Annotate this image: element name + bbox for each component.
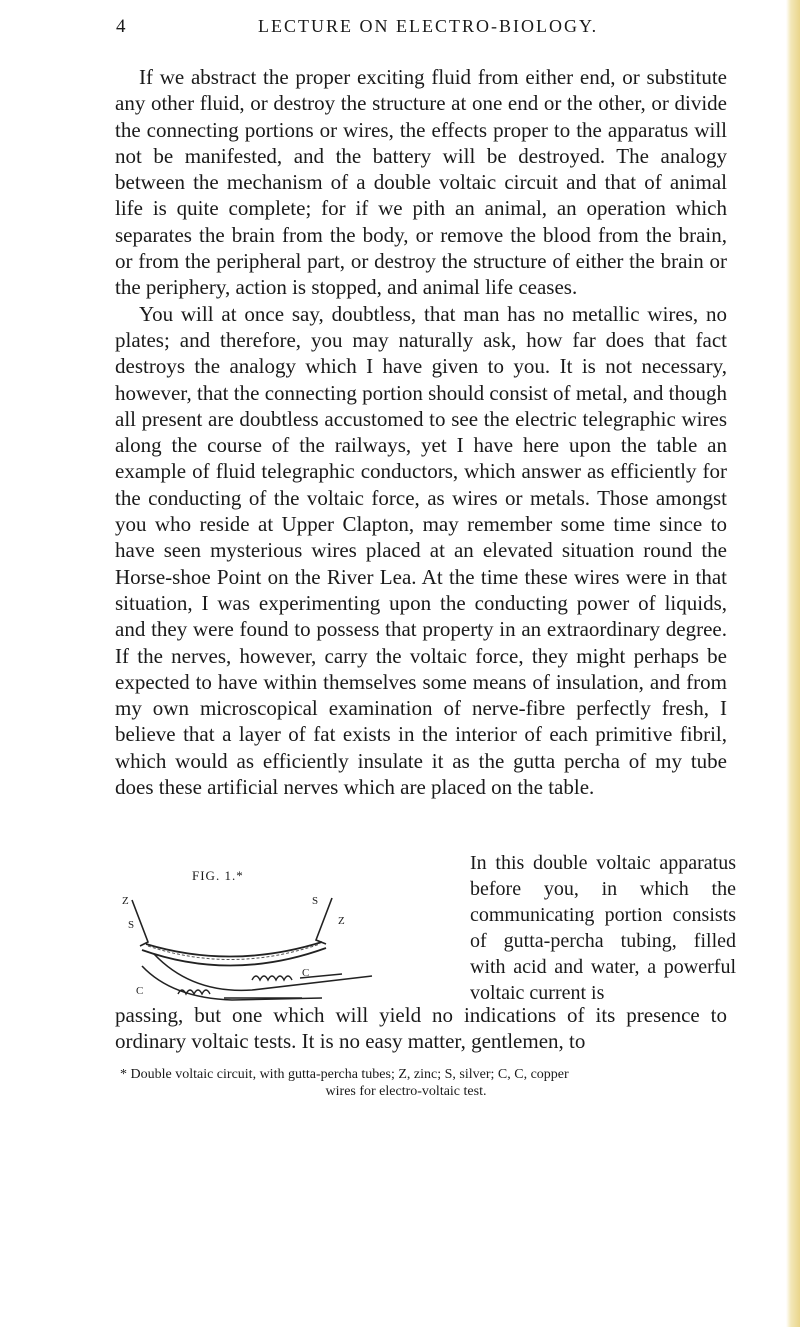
running-head: LECTURE ON ELECTRO-BIOLOGY. bbox=[258, 16, 599, 36]
figure-label: FIG. 1.* bbox=[192, 868, 244, 883]
page-number: 4 bbox=[116, 16, 126, 37]
paragraph: If we abstract the proper exciting fluid from either end, or substitute any other fluid, or destroy the structure at one end or the other, or divide the connecting portions or wires, the effects proper to the apparatus will not be manifested, and the battery will be destroyed. The analogy between the mechanism of a double voltaic circuit and that of animal life is quite complete; for if we pith an animal, an operation which separates the brain from the body, or remove the blood from the brain, or from the peripheral part, or destroy the structure of either the brain or the periphery, action is stopped, and animal life ceases. bbox=[115, 65, 727, 300]
continuation-text: passing, but one which will yield no indications of its presence to ordinary voltaic tests. It is no easy matter, gentlemen, to bbox=[115, 1003, 727, 1054]
footnote-line: wires for electro-voltaic test. bbox=[325, 1084, 487, 1099]
double-voltaic-circuit-illustration bbox=[112, 894, 452, 1004]
footnote bbox=[120, 1066, 732, 1100]
figure-side-text: In this double voltaic apparatus before you, in which the communicating portion consists of gutta-percha tubing, filled with acid and water, a powerful voltaic current is bbox=[470, 852, 736, 1004]
figure-letter-s-right: S bbox=[312, 895, 319, 907]
figure-letter-z-left: Z bbox=[122, 895, 129, 907]
paragraph: You will at once say, doubtless, that man has no metallic wires, no plates; and therefore, you may naturally ask, how far does that fact destroys the analogy which I have given to you. It is not necessary, however, that the connecting portion should consist of metal, and though all present are doubtless accustomed to see the electric telegraphic wires along the course of the railways, yet I have here upon the table an example of fluid telegraphic conductors, which answer as efficiently for the conducting of the voltaic force, as wires or metals. Those amongst you who reside at Upper Clapton, may remember some time since to have seen mysterious wires placed at an elevated situation round the Horse-shoe Point on the River Lea. At the time these wires were in that situation, I was experimenting upon the conducting power of liquids, and they were found to possess that property in an extraordinary degree. If the nerves, however, carry the voltaic force, they might perhaps be expected to have within themselves some means of insulation, and from my own microscopical examination of nerve-fibre perfectly fresh, I believe that a layer of fat exists in the interior of each primitive fibril, which would as efficiently insulate it as the gutta percha of my tube does these artificial nerves which are placed on the table. bbox=[115, 301, 727, 800]
body-text bbox=[115, 64, 727, 800]
figure-letter-c: C bbox=[302, 967, 310, 979]
figure-letter-z-right: Z bbox=[338, 915, 345, 927]
figure-letter-s-left: S bbox=[128, 919, 135, 931]
figure-letter-c: C bbox=[136, 985, 144, 997]
figure bbox=[112, 850, 752, 1100]
page-edge bbox=[786, 0, 800, 1327]
page-header bbox=[90, 14, 730, 50]
footnote-line: * Double voltaic circuit, with gutta-percha tubes; Z, zinc; S, silver; C, C, copper bbox=[120, 1067, 569, 1082]
